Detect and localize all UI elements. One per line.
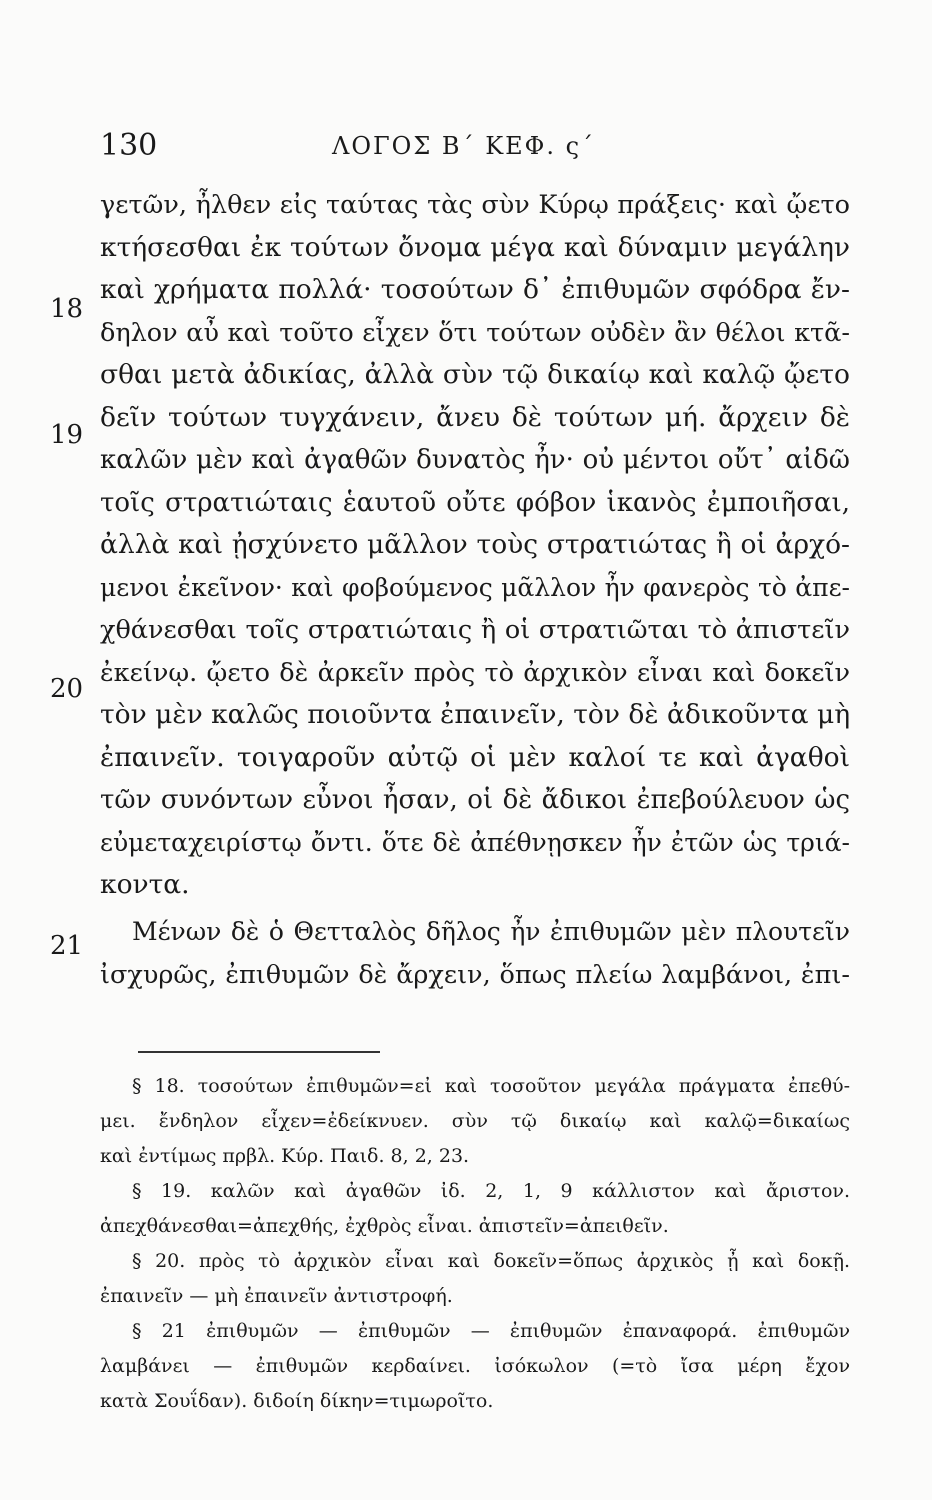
footnote-line: καὶ ἐντίμως πρβλ. Κύρ. Παιδ. 8, 2, 23. — [100, 1145, 470, 1167]
section-number: 21 — [50, 931, 84, 961]
footnote-line: § 21 ἐπιθυμῶν — ἐπιθυμῶν — ἐπιθυμῶν ἐπαναφορά. ἐπιθυμῶν — [132, 1320, 850, 1342]
text-line: Μένων δὲ ὁ Θετταλὸς δῆλος ἦν ἐπιθυμῶν μὲν πλουτεῖν — [132, 917, 850, 946]
section-number: 20 — [50, 674, 84, 704]
text-line: μενοι ἐκεῖνον· καὶ φοβούμενος μᾶλλον ἦν φανερὸς τὸ ἀπε- — [100, 573, 850, 602]
footnote-line: λαμβάνει — ἐπιθυμῶν κερδαίνει. ἰσόκωλον (=τὸ ἴσα μέρη ἔχον — [100, 1355, 850, 1377]
text-line: χθάνεσθαι τοῖς στρατιώταις ἢ οἱ στρατιῶται τὸ ἀπιστεῖν — [100, 615, 850, 645]
footnote-separator — [138, 1051, 380, 1053]
text-line: καὶ χρήματα πολλά· τοσούτων δ᾽ ἐπιθυμῶν σφόδρα ἔν- — [100, 274, 850, 305]
section-number: 18 — [50, 294, 84, 324]
text-line: τὸν μὲν καλῶς ποιοῦντα ἐπαινεῖν, τὸν δὲ ἀδικοῦντα μὴ — [100, 699, 851, 730]
text-line: ἀλλὰ καὶ ᾐσχύνετο μᾶλλον τοὺς στρατιώτας ἢ οἱ ἀρχό- — [100, 529, 850, 560]
text-line: καλῶν μὲν καὶ ἀγαθῶν δυνατὸς ἦν· οὐ μέντοι οὔτ᾽ αἰδῶ — [100, 445, 850, 475]
footnote-line: § 20. πρὸς τὸ ἀρχικὸν εἶναι καὶ δοκεῖν=ὅπως ἀρχικὸς ᾖ καὶ δοκῇ. — [132, 1250, 850, 1272]
text-line: δεῖν τούτων τυγχάνειν, ἄνευ δὲ τούτων μή. ἄρχειν δὲ — [100, 402, 850, 433]
text-line: εὐμεταχειρίστῳ ὄντι. ὅτε δὲ ἀπέθνῃσκεν ἦν ἐτῶν ὡς τριά- — [100, 828, 850, 857]
text-line: κοντα. — [100, 869, 190, 900]
footnote-line: ἀπεχθάνεσθαι=ἀπεχθής, ἐχθρὸς εἶναι. ἀπιστεῖν=ἀπειθεῖν. — [100, 1215, 669, 1237]
text-line: δηλον αὖ καὶ τοῦτο εἶχεν ὅτι τούτων οὐδὲν ἂν θέλοι κτᾶ- — [100, 318, 850, 348]
text-line: ἰσχυρῶς, ἐπιθυμῶν δὲ ἄρχειν, ὅπως πλείω λαμβάνοι, ἐπι- — [100, 960, 850, 990]
text-line: κτήσεσθαι ἐκ τούτων ὄνομα μέγα καὶ δύναμιν μεγάλην — [100, 232, 850, 263]
section-number: 19 — [50, 420, 84, 450]
text-line: ἐπαινεῖν. τοιγαροῦν αὐτῷ οἱ μὲν καλοί τε καὶ ἀγαθοὶ — [100, 742, 850, 773]
text-line: γετῶν, ἦλθεν εἰς ταύτας τὰς σὺν Κύρῳ πράξεις· καὶ ᾤετο — [100, 190, 850, 220]
text-line: σθαι μετὰ ἀδικίας, ἀλλὰ σὺν τῷ δικαίῳ καὶ καλῷ ᾤετο — [100, 359, 850, 390]
text-line: τοῖς στρατιώταις ἑαυτοῦ οὔτε φόβον ἱκανὸς ἐμποιῆσαι, — [100, 488, 850, 518]
text-line: ἐκείνῳ. ᾤετο δὲ ἀρκεῖν πρὸς τὸ ἀρχικὸν εἶναι καὶ δοκεῖν — [100, 658, 850, 688]
footnote-line: § 19. καλῶν καὶ ἀγαθῶν ἰδ. 2, 1, 9 κάλλιστον καὶ ἄριστον. — [132, 1180, 850, 1202]
text-line: τῶν συνόντων εὖνοι ἦσαν, οἱ δὲ ἄδικοι ἐπεβούλευον ὡς — [100, 785, 850, 815]
footnote-line: μει. ἔνδηλον εἶχεν=ἐδείκνυεν. σὺν τῷ δικαίῳ καὶ καλῷ=δικαίως — [100, 1110, 850, 1132]
page-number: 130 — [100, 128, 158, 163]
running-title: ΛΟΓΟΣ Β΄ ΚΕΦ. ς΄ — [332, 132, 596, 160]
footnote-line: ἐπαινεῖν — μὴ ἐπαινεῖν ἀντιστροφή. — [100, 1285, 453, 1307]
footnote-line: § 18. τοσούτων ἐπιθυμῶν=εἰ καὶ τοσοῦτον μεγάλα πράγματα ἐπεθύ- — [132, 1075, 850, 1097]
footnote-line: κατὰ Σουΐδαν). διδοίη δίκην=τιμωροῖτο. — [100, 1390, 494, 1412]
